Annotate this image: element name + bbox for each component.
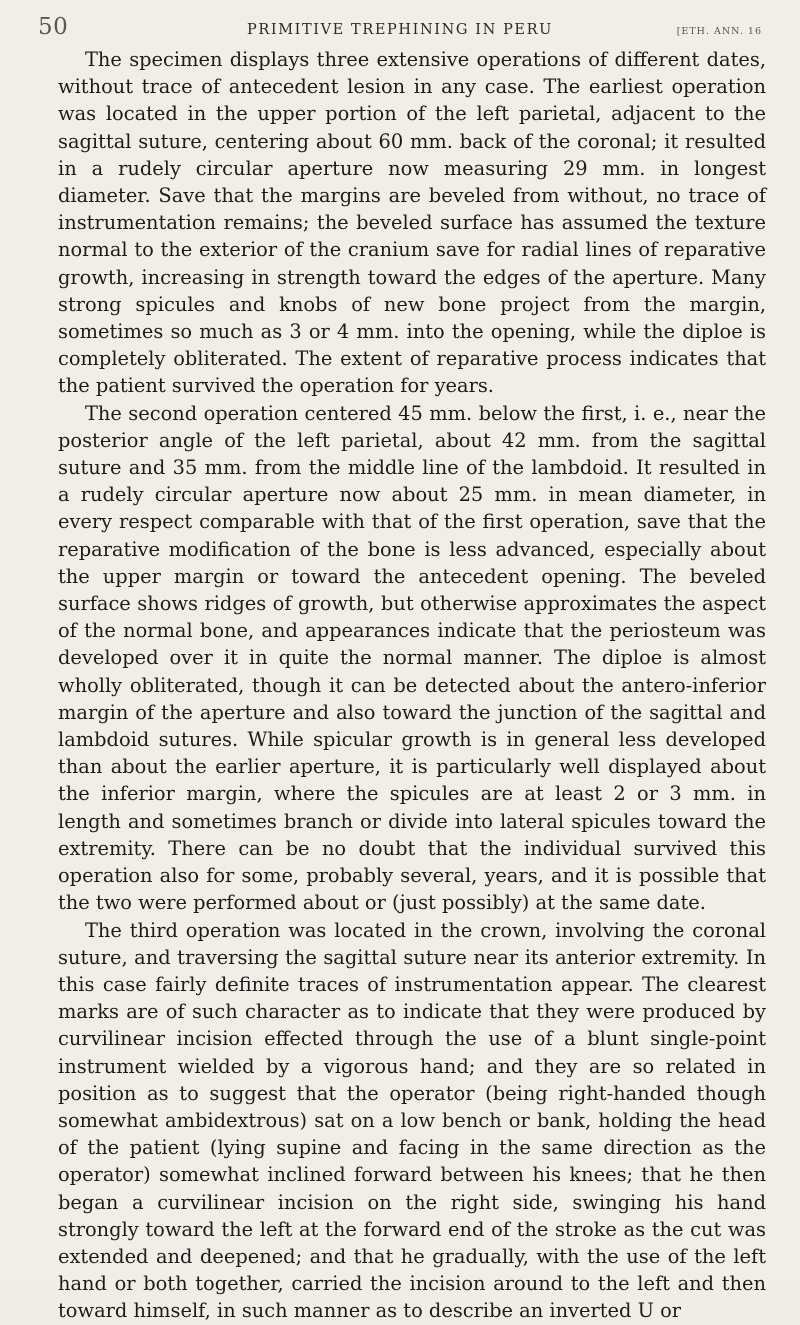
series-reference: [ETH. ANN. 16 <box>676 26 762 37</box>
running-head <box>38 14 762 44</box>
running-title: PRIMITIVE TREPHINING IN PERU <box>247 22 553 38</box>
paragraph: The third operation was located in the crown, involving the coronal suture, and traversing the sagittal suture near its anterior extremity. In this case fairly definite traces of instrumentation appear. The clearest marks are of such character as to indicate that they were produced by curvilinear incision effected through the use of a blunt single-point instrument wielded by a vigorous hand; and they are so related in position as to suggest that the operator (being right-handed though somewhat ambidextrous) sat on a low bench or bank, holding the head of the patient (lying supine and facing in the same direction as the operator) somewhat inclined forward between his knees; that he then began a curvilinear incision on the right side, swinging his hand strongly toward the left at the forward end of the stroke as the cut was extended and deepened; and that he gradually, with the use of the left hand or both together, carried the incision around to the left and then toward himself, in such manner as to describe an inverted U or <box>58 918 766 1323</box>
paragraph: The second operation centered 45 mm. below the first, i. e., near the posterior angle of the left parietal, about 42 mm. from the sagittal suture and 35 mm. from the middle line of the lambdoid. It resulted in a rudely circular aperture now about 25 mm. in mean diameter, in every respect comparable with that of the first operation, save that the reparative modification of the bone is less advanced, especially about the upper margin or toward the antecedent opening. The beveled surface shows ridges of growth, but otherwise approximates the aspect of the normal bone, and appearances indicate that the periosteum was developed over it in quite the normal manner. The diploe is almost wholly obliterated, though it can be detected about the antero-inferior margin of the aperture and also toward the junction of the sagittal and lambdoid sutures. While spicular growth is in general less developed than about the earlier aperture, it is particularly well displayed about the inferior margin, where the spicules are at least 2 or 3 mm. in length and sometimes branch or divide into lateral spicules toward the extremity. There can be no doubt that the individual survived this operation also for some, probably several, years, and it is possible that the two were performed about or (just possibly) at the same date. <box>58 401 766 915</box>
paragraph: The specimen displays three extensive operations of different dates, without trace of antecedent lesion in any case. The earliest operation was located in the upper portion of the left parietal, adjacent to the sagittal suture, centering about 60 mm. back of the coronal; it resulted in a rudely circular aperture now measuring 29 mm. in longest diameter. Save that the margins are beveled from without, no trace of instrumentation remains; the beveled surface has assumed the texture normal to the exterior of the cranium save for radial lines of reparative growth, increasing in strength toward the edges of the aperture. Many strong spicules and knobs of new bone project from the margin, sometimes so much as 3 or 4 mm. into the opening, while the diploe is completely obliterated. The extent of reparative process indicates that the patient survived the operation for years. <box>58 48 766 398</box>
page-number: 50 <box>38 14 69 40</box>
body-text <box>58 46 766 1325</box>
